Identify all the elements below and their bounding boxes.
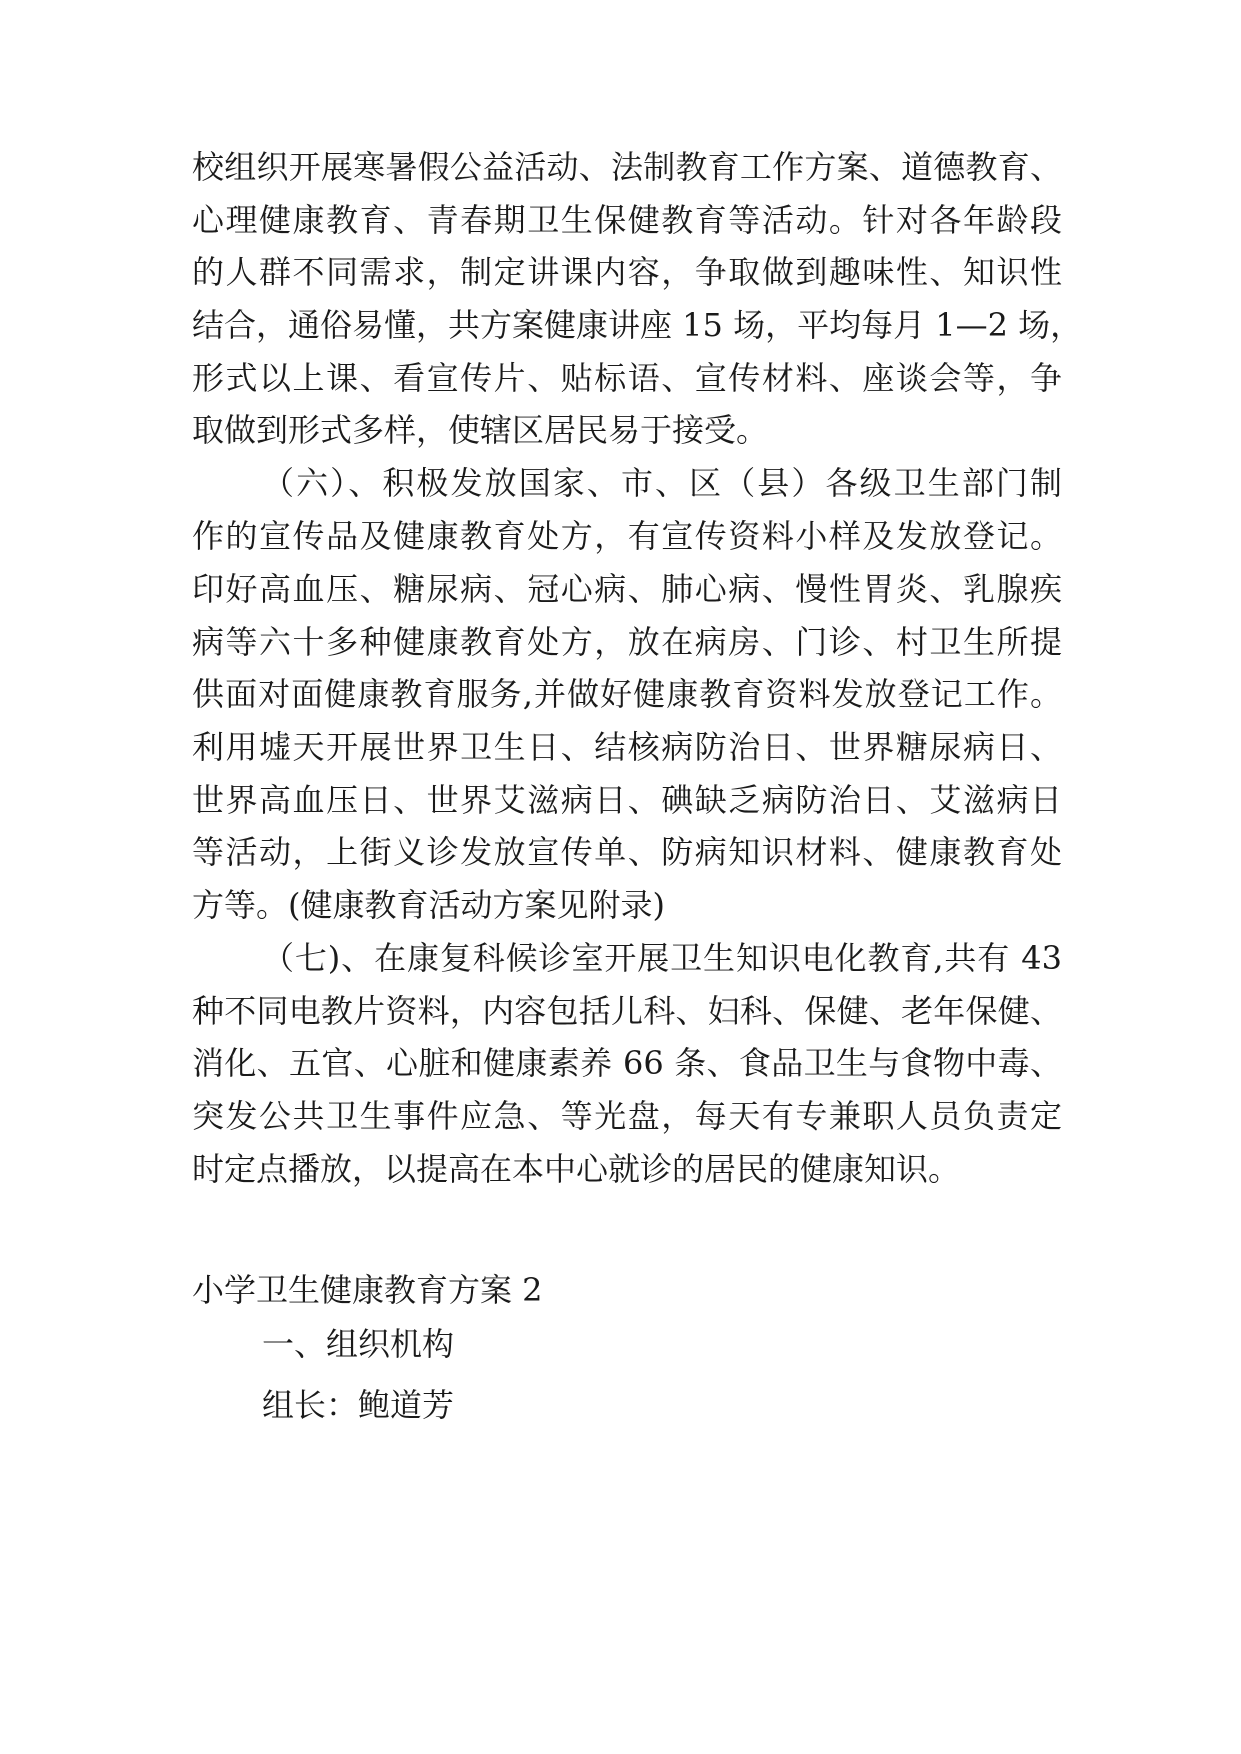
paragraph-3-line-5: 时定点播放，以提高在本中心就诊的居民的健康知识。 <box>192 1150 961 1188</box>
paragraph-1-line-1: 校组织开展寒暑假公益活动、法制教育工作方案、道德教育、 <box>192 148 1062 186</box>
paragraph-1-line-5: 形式以上课、看宣传片、贴标语、宣传材料、座谈会等，争 <box>192 359 1062 397</box>
paragraph-2-line-8: 等活动，上街义诊发放宣传单、防病知识材料、健康教育处 <box>192 833 1062 871</box>
paragraph-2-line-6: 利用墟天开展世界卫生日、结核病防治日、世界糖尿病日、 <box>192 728 1062 766</box>
paragraph-1-line-3: 的人群不同需求，制定讲课内容，争取做到趣味性、知识性 <box>192 253 1062 291</box>
paragraph-2-line-2: 作的宣传品及健康教育处方，有宣传资料小样及发放登记。 <box>192 517 1062 555</box>
paragraph-3-line-3: 消化、五官、心脏和健康素养 66 条、食品卫生与食物中毒、 <box>192 1044 1062 1082</box>
paragraph-1-line-6: 取做到形式多样，使辖区居民易于接受。 <box>192 411 769 449</box>
section-item-leader: 组长：鲍道芳 <box>262 1386 455 1424</box>
section-item-organization: 一、组织机构 <box>262 1325 455 1363</box>
paragraph-3-line-2: 种不同电教片资料，内容包括儿科、妇科、保健、老年保健、 <box>192 992 1062 1030</box>
paragraph-2-line-4: 病等六十多种健康教育处方，放在病房、门诊、村卫生所提 <box>192 623 1062 661</box>
paragraph-2-line-9: 方等。(健康教育活动方案见附录) <box>192 886 665 924</box>
paragraph-2-line-1: （六）、积极发放国家、市、区（县）各级卫生部门制 <box>262 464 1062 502</box>
paragraph-2-line-3: 印好高血压、糖尿病、冠心病、肺心病、慢性胃炎、乳腺疾 <box>192 570 1062 608</box>
section-title: 小学卫生健康教育方案 2 <box>192 1271 543 1309</box>
paragraph-3-line-1: （七)、在康复科候诊室开展卫生知识电化教育,共有 43 <box>262 939 1062 977</box>
paragraph-2-line-5: 供面对面健康教育服务,并做好健康教育资料发放登记工作。 <box>192 675 1062 713</box>
paragraph-1-line-4: 结合，通俗易懂，共方案健康讲座 15 场，平均每月 1—2 场， <box>192 306 1083 344</box>
paragraph-1-line-2: 心理健康教育、青春期卫生保健教育等活动。针对各年龄段 <box>192 201 1062 239</box>
paragraph-3-line-4: 突发公共卫生事件应急、等光盘，每天有专兼职人员负责定 <box>192 1097 1062 1135</box>
paragraph-2-line-7: 世界高血压日、世界艾滋病日、碘缺乏病防治日、艾滋病日 <box>192 781 1062 819</box>
